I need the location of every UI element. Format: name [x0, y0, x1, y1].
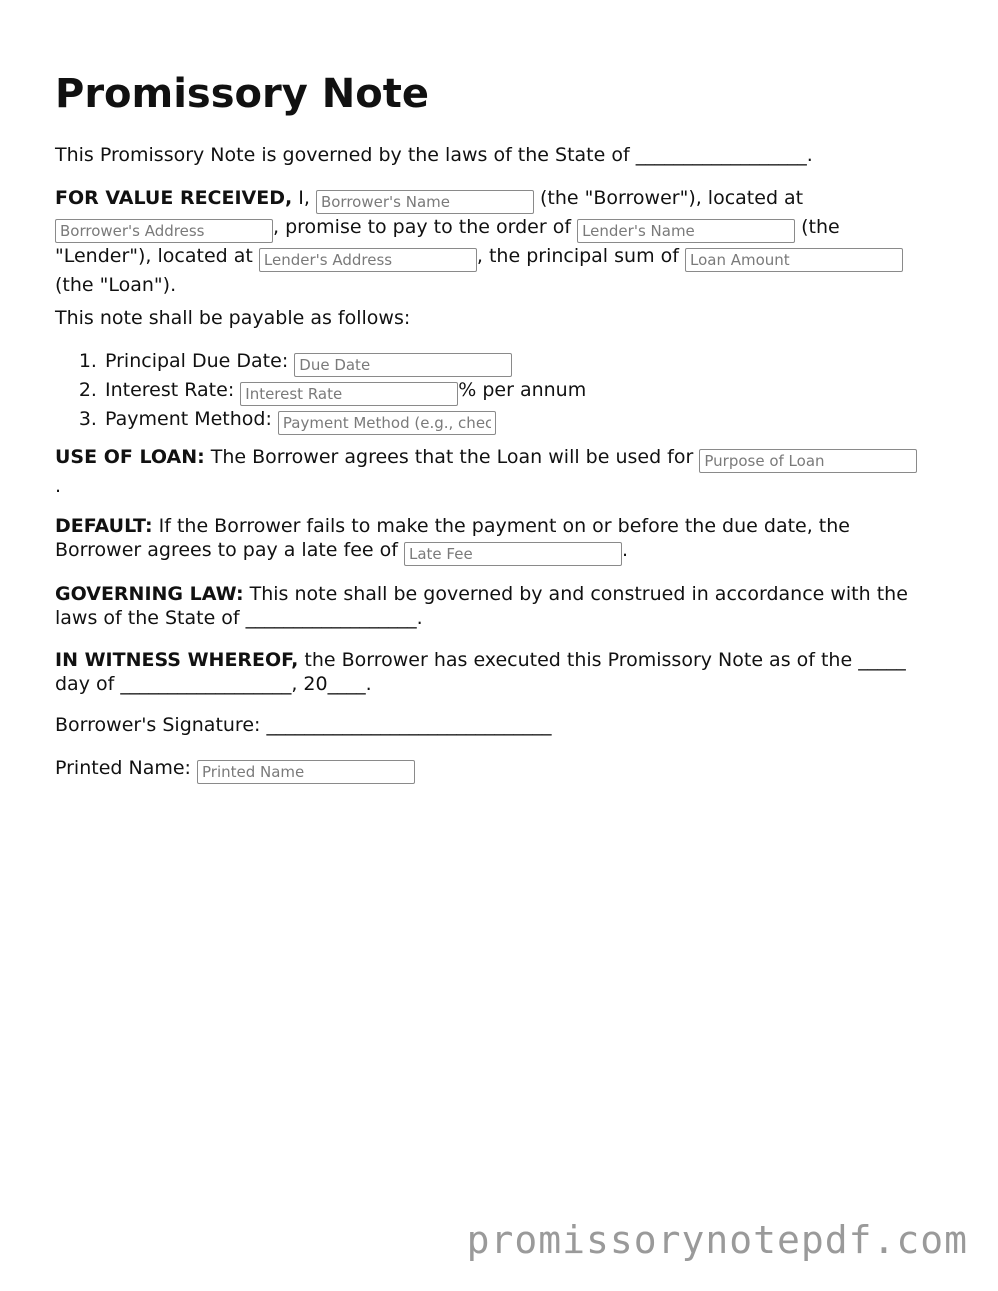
payment-terms-list: [55, 348, 586, 435]
value-received-text-1: I,: [292, 187, 316, 209]
list-item-payment-method: [103, 406, 586, 435]
payable-paragraph: [55, 305, 940, 331]
governing-state-paragraph: [55, 142, 940, 168]
value-received-text-3: , promise to pay to the order of: [273, 216, 578, 238]
default-paragraph: [55, 514, 940, 566]
governing-law-text: This note shall be governed by and construed in accordance with the laws of the State of __________________.: [55, 583, 908, 629]
lender-address-input[interactable]: [259, 248, 477, 272]
witness-label: IN WITNESS WHEREOF,: [55, 649, 299, 671]
interest-rate-label: Interest Rate:: [105, 379, 241, 401]
value-received-text-2: (the "Borrower"), located at: [533, 187, 804, 209]
witness-text: the Borrower has executed this Promissory Note as of the _____ day of __________________, 20____.: [55, 649, 906, 695]
governing-state-text: This Promissory Note is governed by the laws of the State of __________________.: [55, 144, 813, 166]
default-text: If the Borrower fails to make the payment on or before the due date, the Borrower agrees to pay a late fee of: [55, 515, 850, 561]
witness-paragraph: [55, 648, 940, 696]
printed-name-line: [55, 755, 940, 784]
use-of-loan-paragraph: [55, 444, 940, 499]
value-received-paragraph: [55, 185, 940, 298]
use-of-loan-text: The Borrower agrees that the Loan will be used for: [204, 446, 700, 468]
interest-rate-suffix: % per annum: [458, 379, 587, 401]
default-label: DEFAULT:: [55, 515, 153, 537]
borrower-name-input[interactable]: [316, 190, 534, 214]
late-fee-input[interactable]: [404, 542, 622, 566]
site-watermark: promissorynotepdf.com: [466, 1218, 968, 1262]
borrower-address-input[interactable]: [55, 219, 273, 243]
loan-amount-input[interactable]: [685, 248, 903, 272]
signature-line: [55, 712, 940, 738]
default-end: .: [622, 539, 629, 561]
payable-text: This note shall be payable as follows:: [55, 307, 411, 329]
payment-method-input[interactable]: [278, 411, 496, 435]
lender-name-input[interactable]: [577, 219, 795, 243]
list-item-interest-rate: [103, 377, 586, 406]
payment-method-label: Payment Method:: [105, 408, 278, 430]
governing-law-paragraph: [55, 582, 940, 630]
due-date-label: Principal Due Date:: [105, 350, 295, 372]
printed-name-label: Printed Name:: [55, 757, 197, 779]
governing-law-label: GOVERNING LAW:: [55, 583, 244, 605]
value-received-label: FOR VALUE RECEIVED,: [55, 187, 293, 209]
list-item-due-date: [103, 348, 586, 377]
printed-name-input[interactable]: [197, 760, 415, 784]
value-received-text-4: (the "Lender"), located at: [55, 216, 840, 267]
use-of-loan-label: USE OF LOAN:: [55, 446, 205, 468]
use-of-loan-end: .: [55, 475, 62, 497]
loan-purpose-input[interactable]: [699, 449, 917, 473]
due-date-input[interactable]: [294, 353, 512, 377]
value-received-text-6: (the "Loan").: [55, 274, 177, 296]
signature-text: Borrower's Signature: ______________________________: [55, 714, 552, 736]
page-title: Promissory Note: [55, 71, 429, 117]
value-received-text-5: , the principal sum of: [476, 245, 685, 267]
interest-rate-input[interactable]: [240, 382, 458, 406]
